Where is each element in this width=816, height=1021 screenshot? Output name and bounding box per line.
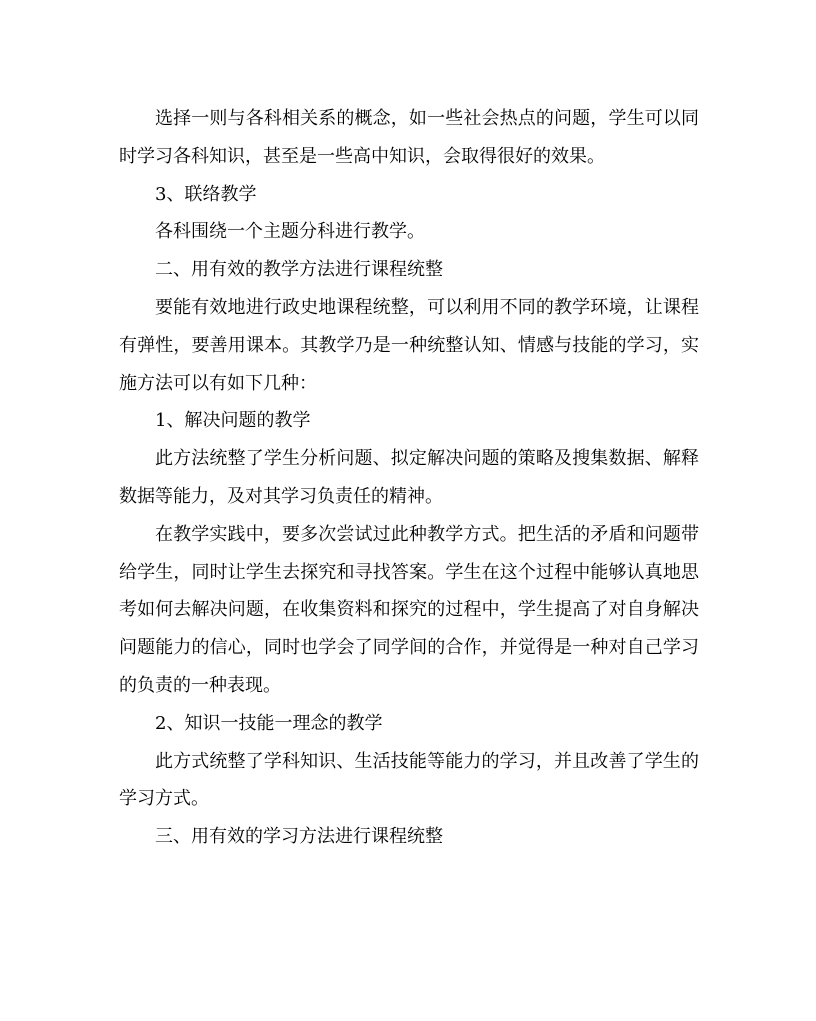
heading-knowledge-skill-concept: 2、知识一技能一理念的教学	[155, 712, 383, 734]
paragraph-subject-theme: 各科围绕一个主题分科进行教学。	[155, 221, 425, 243]
document-body	[119, 100, 699, 856]
paragraph-teaching-practice: 在教学实践中，要多次尝试过此种教学方式。把生活的矛盾和问题带给学生，同时让学生去探究和寻找答案。学生在这个过程中能够认真地思考如何去解决问题，在收集资料和探究的过程中，学生提高了对自身解决问题能力的信心，同时也学会了同学间的合作，并觉得是一种对自己学习的负责的一种表现。	[119, 523, 699, 696]
heading-learning-methods: 三、用有效的学习方法进行课程统整	[155, 826, 443, 848]
paragraph-problem-solving-skills: 此方法统整了学生分析问题、拟定解决问题的策略及搜集数据、解释数据等能力，及对其学习负责任的精神。	[119, 448, 699, 507]
heading-problem-solving-teaching: 1、解决问题的教学	[155, 410, 311, 432]
heading-teaching-methods: 二、用有效的教学方法进行课程统整	[155, 259, 443, 281]
heading-linked-teaching: 3、联络教学	[155, 183, 257, 205]
paragraph-integration-methods: 要能有效地进行政史地课程统整，可以利用不同的教学环境，让课程有弹性，要善用课本。其教学乃是一种统整认知、情感与技能的学习，实施方法可以有如下几种：	[119, 296, 699, 394]
paragraph-interdisciplinary-concept: 选择一则与各科相关系的概念，如一些社会热点的问题，学生可以同时学习各科知识，甚至是一些高中知识，会取得很好的效果。	[119, 108, 699, 167]
paragraph-knowledge-skill: 此方式统整了学科知识、生活技能等能力的学习，并且改善了学生的学习方式。	[119, 750, 699, 810]
